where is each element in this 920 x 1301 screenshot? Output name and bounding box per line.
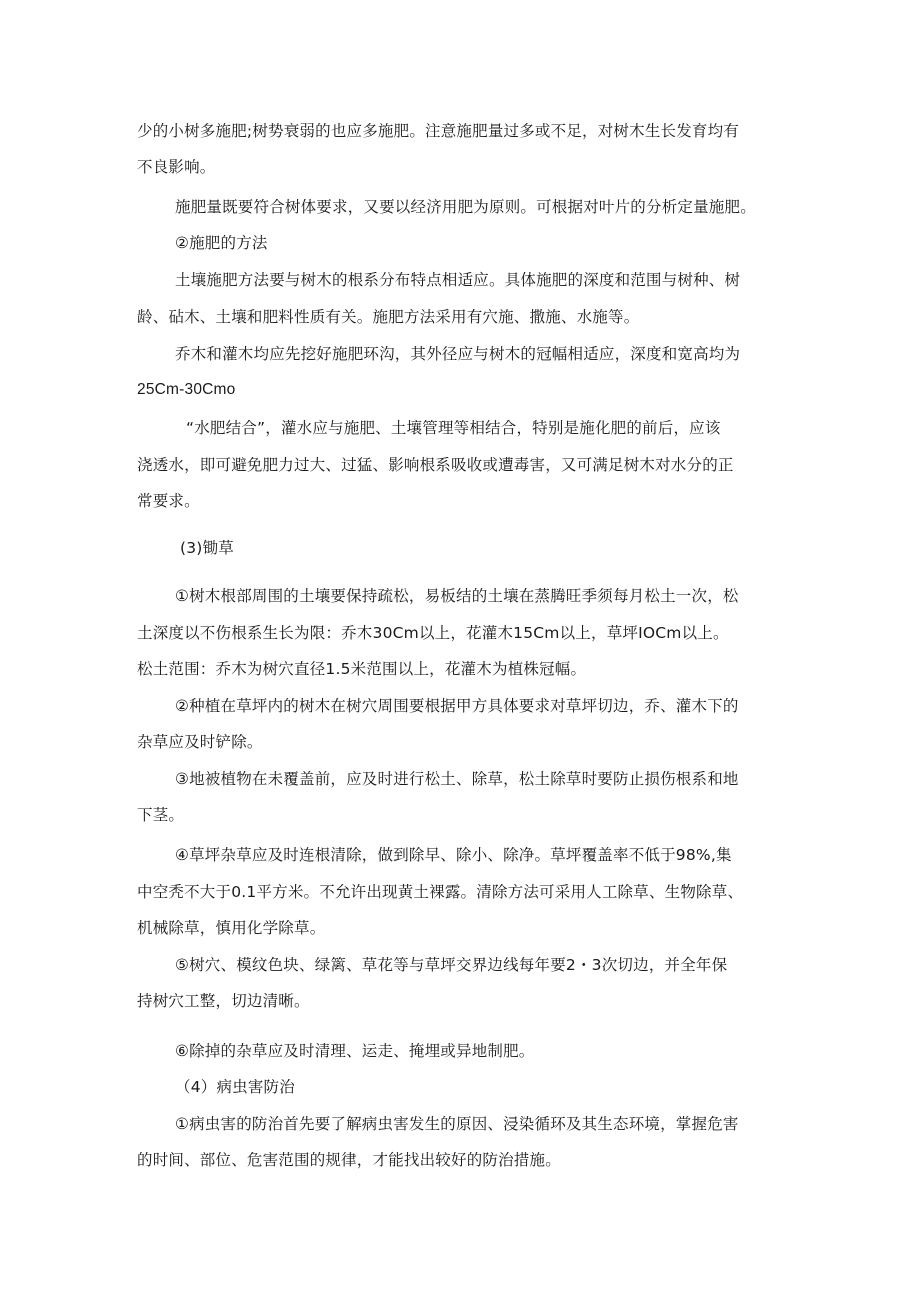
text-line-2: 不良影响。	[137, 158, 216, 176]
text-line-6: 龄、砧木、土壤和肥料性质有关。施肥方法采用有穴施、撒施、水施等。	[137, 308, 640, 326]
text-line-20: ④草坪杂草应及时连根清除，做到除早、除小、除净。草坪覆盖率不低于98%,集	[175, 846, 732, 864]
section-heading-weeding: (3)锄草	[180, 539, 234, 557]
text-line-14: 土深度以不伤根系生长为限：乔木30Cm以上，花灌木15Cm以上，草坪IOCm以上。	[137, 624, 729, 642]
text-line-23: ⑤树穴、模纹色块、绿篱、草花等与草坪交界边线每年要2・3次切边，并全年保	[175, 956, 728, 974]
text-line-8: 25Cm-30Cmo	[137, 381, 236, 398]
text-line-17: 杂草应及时铲除。	[137, 733, 263, 751]
section-heading-pest-control: （4）病虫害防治	[175, 1078, 295, 1096]
text-line-24: 持树穴工整，切边清晰。	[137, 992, 310, 1010]
text-line-16: ②种植在草坪内的树木在树穴周围要根据甲方具体要求对草坪切边，乔、灌木下的	[175, 697, 739, 715]
text-line-28: 的时间、部位、危害范围的规律，才能找出较好的防治措施。	[137, 1151, 561, 1169]
text-line-5: 土壤施肥方法要与树木的根系分布特点相适应。具体施肥的深度和范围与树种、树	[175, 271, 741, 289]
text-line-1: 少的小树多施肥;树势衰弱的也应多施肥。注意施肥量过多或不足，对树木生长发育均有	[137, 122, 740, 140]
text-line-9: “水肥结合”，灌水应与施肥、土壤管理等相结合，特别是施化肥的前后，应该	[186, 419, 721, 437]
text-line-13: ①树木根部周围的土壤要保持疏松，易板结的土壤在蒸腾旺季须每月松土一次，松	[175, 587, 739, 605]
text-line-15: 松土范围：乔木为树穴直径1.5米范围以上，花灌木为植株冠幅。	[137, 660, 587, 678]
text-line-4: ②施肥的方法	[175, 234, 268, 252]
text-line-19: 下茎。	[137, 806, 185, 824]
text-line-3: 施肥量既要符合树体要求，又要以经济用肥为原则。可根据对叶片的分析定量施肥。	[175, 198, 756, 216]
text-line-21: 中空秃不大于0.1平方米。不允许出现黄土裸露。清除方法可采用人工除草、生物除草、	[137, 883, 744, 901]
text-line-22: 机械除草，慎用化学除草。	[137, 919, 326, 937]
text-line-25: ⑥除掉的杂草应及时清理、运走、掩埋或异地制肥。	[175, 1042, 535, 1060]
text-line-18: ③地被植物在未覆盖前，应及时进行松土、除草，松土除草时要防止损伤根系和地	[175, 770, 739, 788]
text-line-7: 乔木和灌木均应先挖好施肥环沟，其外径应与树木的冠幅相适应，深度和宽高均为	[175, 345, 741, 363]
text-line-11: 常要求。	[137, 492, 200, 510]
text-line-27: ①病虫害的防治首先要了解病虫害发生的原因、浸染循环及其生态环境，掌握危害	[175, 1115, 739, 1133]
text-line-10: 浇透水，即可避免肥力过大、过猛、影响根系吸收或遭毒害，又可满足树木对水分的正	[137, 456, 734, 474]
